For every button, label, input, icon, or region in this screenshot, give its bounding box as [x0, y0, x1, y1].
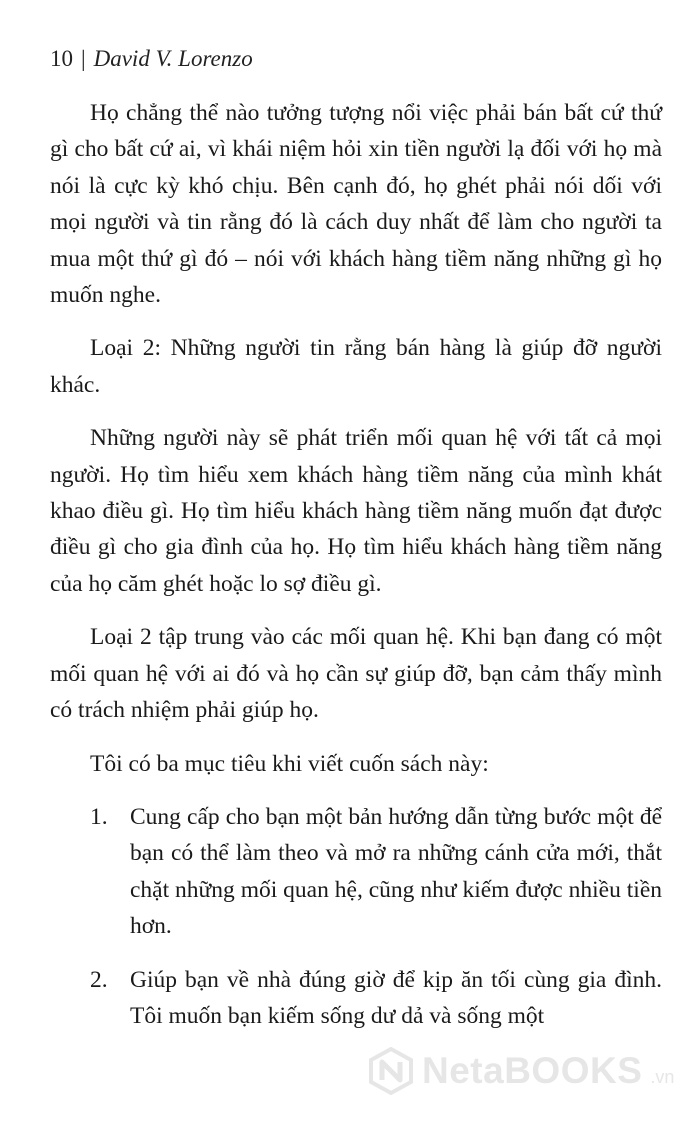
paragraph: Những người này sẽ phát triển mối quan hệ với tất cả mọi người. Họ tìm hiểu xem khách hàng tiềm năng của mình khát khao điều gì. Họ tìm hiểu khách hàng tiềm năng muốn đạt được điều gì cho gia đình của họ. Họ tìm hiểu khách hàng tiềm năng của họ căm ghét hoặc lo sợ điều gì.	[50, 425, 662, 597]
header-separator: |	[81, 46, 86, 71]
running-header	[50, 44, 253, 74]
paragraph: Tôi có ba mục tiêu khi viết cuốn sách này:	[90, 750, 489, 777]
watermark-brand: NetaBOOKS	[422, 1050, 643, 1091]
paragraph: Họ chẳng thể nào tưởng tượng nổi việc phải bán bất cứ thứ gì cho bất cứ ai, vì khái niệm hỏi xin tiền người lạ đối với họ mà nói là cực kỳ khó chịu. Bên cạnh đó, họ ghét phải nói dối với mọi người và tin rằng đó là cách duy nhất để làm cho người ta mua một thứ gì đó – nói với khách hàng tiềm năng những gì họ muốn nghe.	[50, 100, 662, 309]
list-number: 1.	[90, 803, 108, 830]
list-number: 2.	[90, 966, 108, 993]
watermark-suffix: .vn	[650, 1067, 675, 1087]
list-item	[50, 799, 662, 945]
page-number: 10	[50, 46, 73, 71]
netabooks-logo-icon	[366, 1046, 416, 1096]
goals-list	[50, 799, 662, 1034]
paragraph: Loại 2: Những người tin rằng bán hàng là giúp đỡ người khác.	[50, 335, 662, 398]
author-name: David V. Lorenzo	[93, 46, 253, 71]
list-text: Giúp bạn về nhà đúng giờ để kịp ăn tối cùng gia đình. Tôi muốn bạn kiếm sống dư dả và sống một	[130, 966, 662, 1029]
list-text: Cung cấp cho bạn một bản hướng dẫn từng bước một để bạn có thể làm theo và mở ra những cánh cửa mới, thắt chặt những mối quan hệ, cũng như kiếm được nhiều tiền hơn.	[130, 803, 662, 940]
paragraph: Loại 2 tập trung vào các mối quan hệ. Khi bạn đang có một mối quan hệ với ai đó và họ cần sự giúp đỡ, bạn cảm thấy mình có trách nhiệm phải giúp họ.	[50, 624, 662, 724]
page-body	[50, 95, 662, 1051]
list-item	[50, 962, 662, 1035]
netabooks-watermark	[366, 1046, 674, 1096]
